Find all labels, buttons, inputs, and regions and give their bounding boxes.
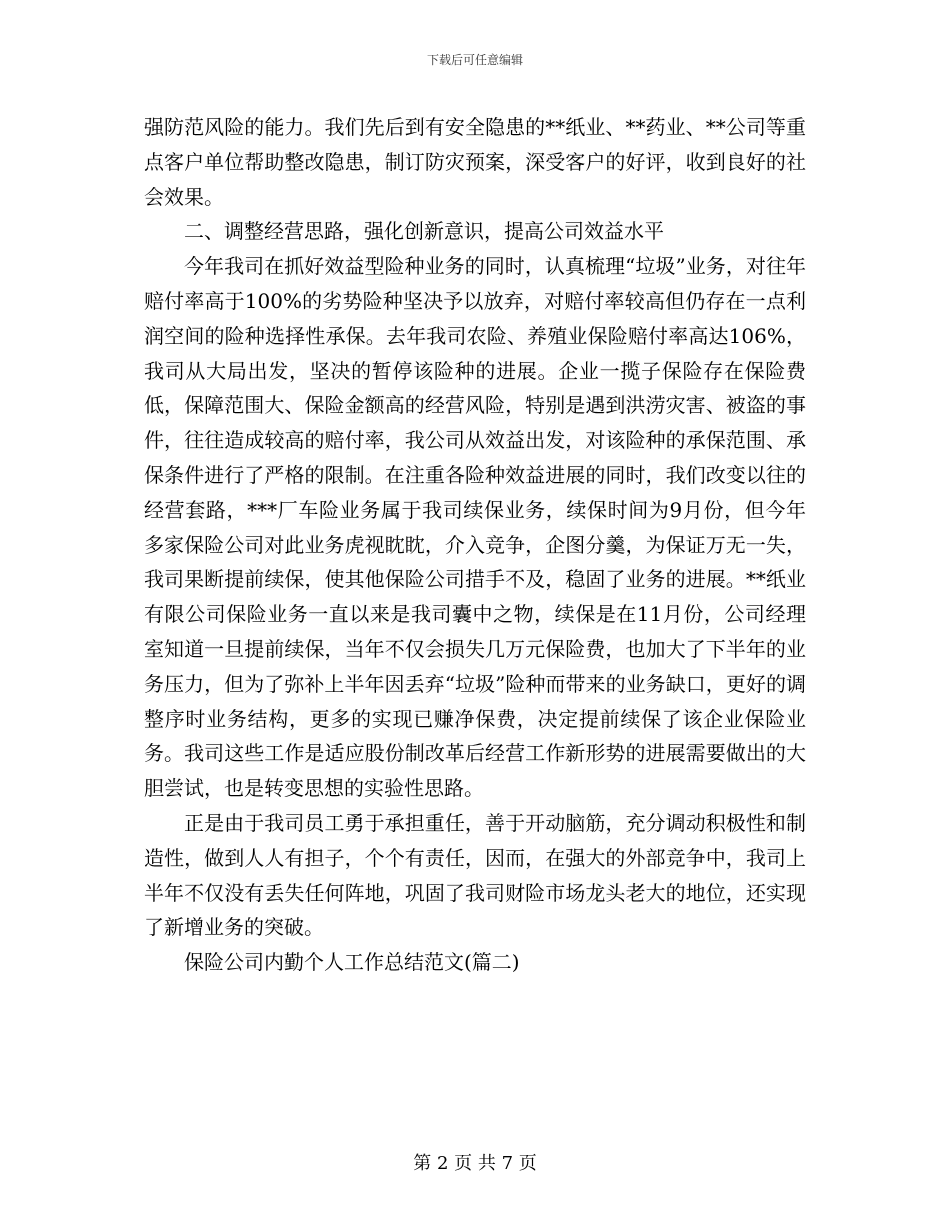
- page-header-note: 下载后可任意编辑: [426, 53, 523, 67]
- paragraph-summary: 正是由于我司员工勇于承担重任，善于开动脑筋，充分调动积极性和制造性，做到人人有担子，个个有责任，因而，在强大的外部竞争中，我司上半年不仅没有丢失任何阵地，巩固了我司财险市场龙头老大的地位，还实现了新增业务的突破。: [144, 810, 806, 940]
- paragraph-business-strategy: 今年我司在抓好效益型险种业务的同时，认真梳理“垃圾”业务，对往年赔付率高于100%的劣势险种坚决予以放弃，对赔付率较高但仍存在一点利润空间的险种选择性承保。去年我司农险、养殖业保险赔付率高达106%，我司从大局出发，坚决的暂停该险种的进展。企业一揽子保险存在保险费低，保障范围大、保险金额高的经营风险，特别是遇到洪涝灾害、被盗的事件，往往造成较高的赔付率，我公司从效益出发，对该险种的承保范围、承保条件进行了严格的限制。在注重各险种效益进展的同时，我们改变以往的经营套路，***厂车险业务属于我司续保业务，续保时间为9月份，但今年多家保险公司对此业务虎视眈眈，介入竞争，企图分羹，为保证万无一失，我司果断提前续保，使其他保险公司措手不及，稳固了业务的进展。**纸业有限公司保险业务一直以来是我司囊中之物，续保是在11月份，公司经理室知道一旦提前续保，当年不仅会损失几万元保险费，也加大了下半年的业务压力，但为了弥补上半年因丢弃“垃圾”险种而带来的业务缺口，更好的调整序时业务结构，更多的实现已赚净保费，决定提前续保了该企业保险业务。我司这些工作是适应股份制改革后经营工作新形势的进展需要做出的大胆尝试，也是转变思想的实验性思路。: [144, 254, 806, 801]
- paragraph-continued: 强防范风险的能力。我们先后到有安全隐患的**纸业、**药业、**公司等重点客户单位帮助整改隐患，制订防灾预案，深受客户的好评，收到良好的社会效果。: [144, 115, 806, 209]
- document-body: [144, 110, 806, 980]
- article-title-part-two: 保险公司内勤个人工作总结范文(篇二): [184, 950, 520, 975]
- section-heading-2: 二、调整经营思路，强化创新意识，提高公司效益水平: [184, 219, 664, 244]
- page-number-footer: 第 2 页 共 7 页: [413, 1153, 537, 1174]
